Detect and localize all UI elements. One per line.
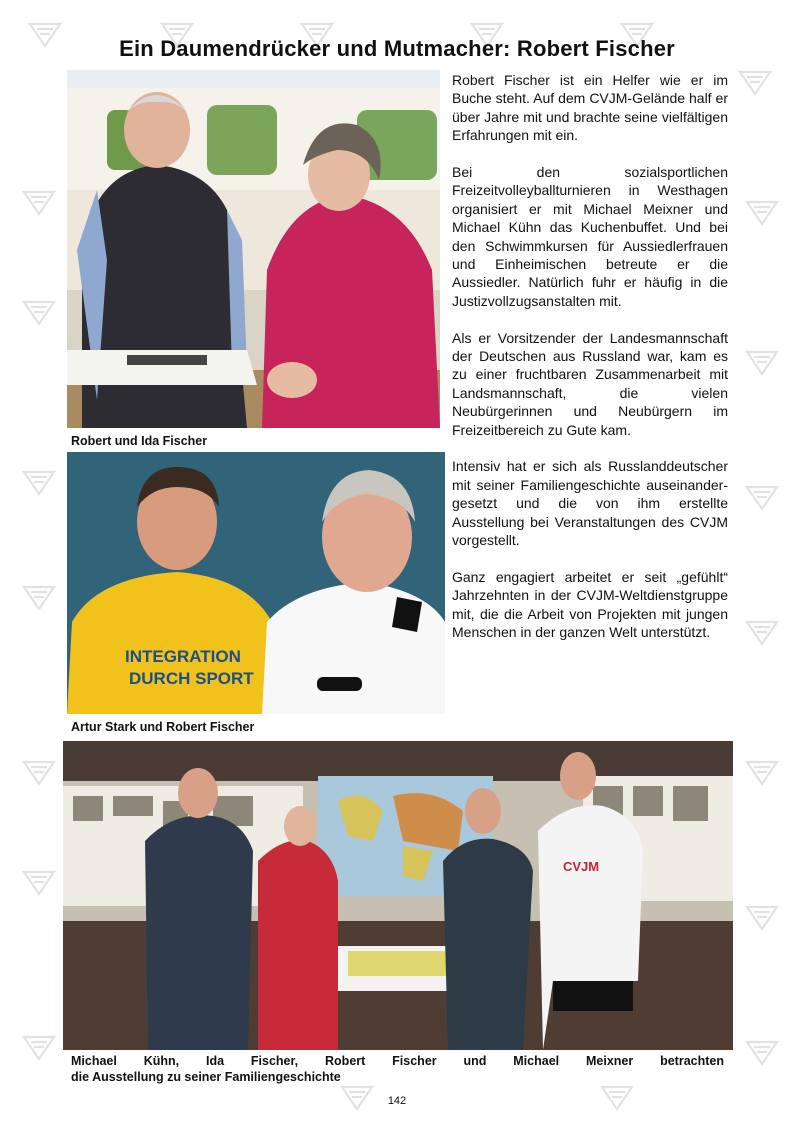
cvjm-watermark-icon	[745, 485, 779, 511]
cvjm-watermark-icon	[745, 350, 779, 376]
cvjm-watermark-icon	[745, 760, 779, 786]
article-paragraph: Bei den sozialsportlichen Freizeitvolleyballturnieren in Westhagen organisiert er mit Michael Meixner und Michael Kühn das Kuchenbuffet. Und bei den Schwimmkursen für Aussiedlerfrauen und Einheimischen betreute er die Aussiedler. Natürlich fuhr er häufig in die Justizvollzugsanstalten mit.	[452, 164, 728, 309]
photo-caption	[71, 1053, 724, 1085]
cvjm-watermark-icon	[22, 585, 56, 611]
caption-line-1: Michael Kühn, Ida Fischer, Robert Fischer und Michael Meixner betrachten	[71, 1054, 724, 1068]
photo-caption: Artur Stark und Robert Fischer	[71, 720, 255, 734]
cvjm-watermark-icon	[22, 470, 56, 496]
photo-caption: Robert und Ida Fischer	[71, 434, 208, 448]
photo-robert-ida-fischer	[67, 70, 440, 428]
cvjm-watermark-icon	[22, 300, 56, 326]
photo-exhibition-group	[63, 741, 733, 1050]
cvjm-watermark-icon	[745, 905, 779, 931]
photo-artur-stark-robert-fischer	[67, 452, 445, 714]
page-title: Ein Daumendrücker und Mutmacher: Robert Fischer	[119, 36, 675, 61]
article-body	[452, 71, 728, 660]
cvjm-watermark-icon	[738, 70, 772, 96]
svg-text:INTEGRATION: INTEGRATION	[125, 647, 241, 666]
caption-line-2: die Ausstellung zu seiner Familiengeschichte	[71, 1070, 341, 1084]
cvjm-watermark-icon	[745, 200, 779, 226]
page-number: 142	[387, 1095, 407, 1107]
cvjm-watermark-icon	[745, 1040, 779, 1066]
shirt-text: CVJM	[563, 859, 600, 874]
cvjm-watermark-icon	[22, 760, 56, 786]
cvjm-watermark-icon	[22, 1035, 56, 1061]
article-paragraph: Ganz engagiert arbeitet er seit „gefühlt“ Jahrzehnten in der CVJM-Weltdienstgruppe mit, die die Arbeit von Projekten mit jungen Menschen in der ganzen Welt unterstützt.	[452, 568, 728, 641]
article-paragraph: Robert Fischer ist ein Helfer wie er im Buche steht. Auf dem CVJM-Gelände half er über Jahre mit und brachte seine vielfältigen Erfahrungen mit ein.	[452, 72, 728, 144]
cvjm-watermark-icon	[22, 870, 56, 896]
svg-text:DURCH SPORT: DURCH SPORT	[129, 669, 254, 688]
article-paragraph: Als er Vorsitzender der Landesmannschaft der Deutschen aus Russland war, kam es zu einer fruchtbaren Zusammenarbeit mit Landsmannschaft, die vielen Neubürgerinnen und Neubürgern im Freizeitbereich zu Gute kam.	[452, 329, 728, 438]
cvjm-watermark-icon	[745, 620, 779, 646]
article-paragraph: Intensiv hat er sich als Russlanddeutscher mit seiner Familiengeschichte auseinander-gesetzt und die von ihm erstellte Ausstellung bei Veranstaltungen des CVJM vorgestellt.	[452, 458, 728, 549]
cvjm-watermark-icon	[22, 190, 56, 216]
